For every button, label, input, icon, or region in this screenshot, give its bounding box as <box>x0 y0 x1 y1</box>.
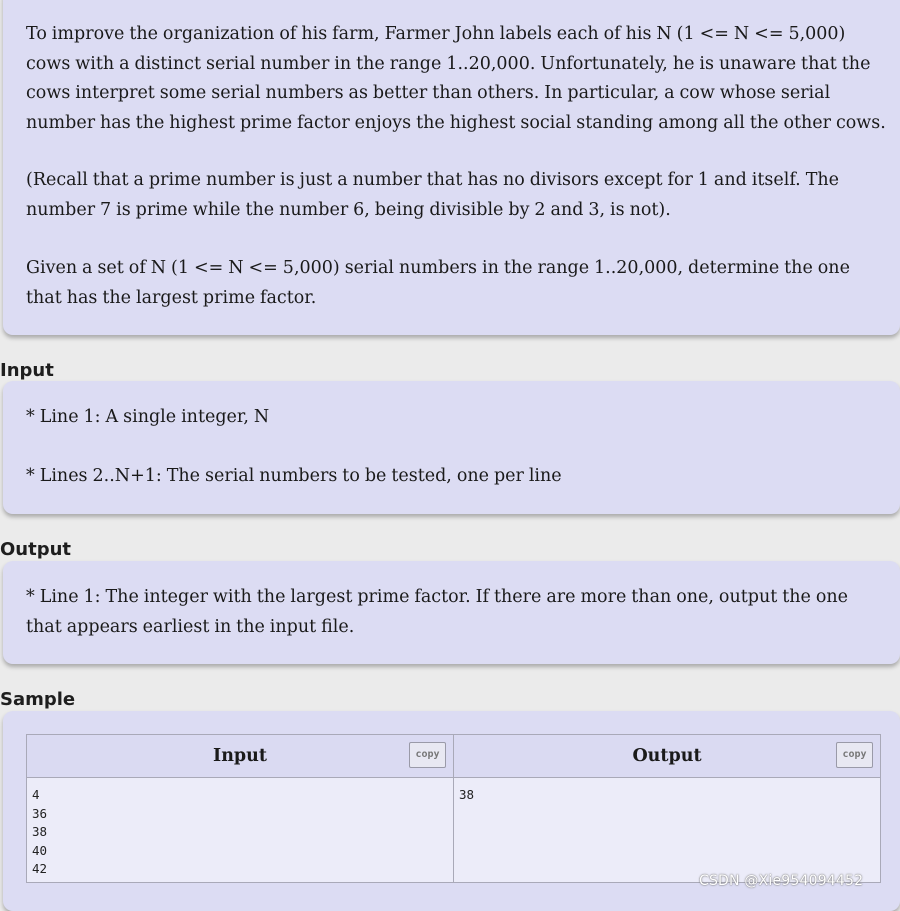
sample-input-cell <box>27 778 454 883</box>
description-paragraph: Given a set of N (1 <= N <= 5,000) serial numbers in the range 1..20,000, determine the one that has the largest prime factor. <box>26 258 850 308</box>
description-paragraph: To improve the organization of his farm, Farmer John labels each of his N (1 <= N <= 5,000) cows with a distinct serial number in the range 1..20,000. Unfortunately, he is unaware that the cows interpret some serial numbers as better than others. In particular, a cow whose serial number has the highest prime factor enjoys the highest social standing among all the other cows. <box>26 24 886 133</box>
sample-input-data[interactable]: 4 36 38 40 42 <box>32 787 48 876</box>
input-spec-line: * Lines 2..N+1: The serial numbers to be tested, one per line <box>26 466 562 486</box>
copy-input-button[interactable]: copy <box>409 742 446 768</box>
sample-output-header <box>454 735 881 778</box>
input-spec-panel <box>3 381 900 514</box>
sample-table-header-row <box>27 735 881 778</box>
description-paragraph: (Recall that a prime number is just a number that has no divisors except for 1 and itself. The number 7 is prime while the number 6, being divisible by 2 and 3, is not). <box>26 170 839 220</box>
problem-description-panel <box>3 0 900 335</box>
sample-input-header-label: Input <box>213 746 267 766</box>
output-heading: Output <box>0 539 72 560</box>
sample-heading: Sample <box>0 689 76 710</box>
sample-table-data-row <box>27 778 881 883</box>
output-spec-panel <box>3 561 900 664</box>
sample-output-cell <box>454 778 881 883</box>
sample-input-header <box>27 735 454 778</box>
output-spec-text: * Line 1: The integer with the largest prime factor. If there are more than one, output the one that appears earliest in the input file. <box>26 587 849 637</box>
sample-output-header-label: Output <box>632 746 702 766</box>
copy-output-button[interactable]: copy <box>836 742 873 768</box>
sample-table <box>26 734 881 883</box>
input-spec-line: * Line 1: A single integer, N <box>26 407 270 427</box>
csdn-watermark: CSDN @Xie954094452 <box>699 873 864 889</box>
input-heading: Input <box>0 360 54 381</box>
sample-output-data[interactable]: 38 <box>459 787 475 802</box>
